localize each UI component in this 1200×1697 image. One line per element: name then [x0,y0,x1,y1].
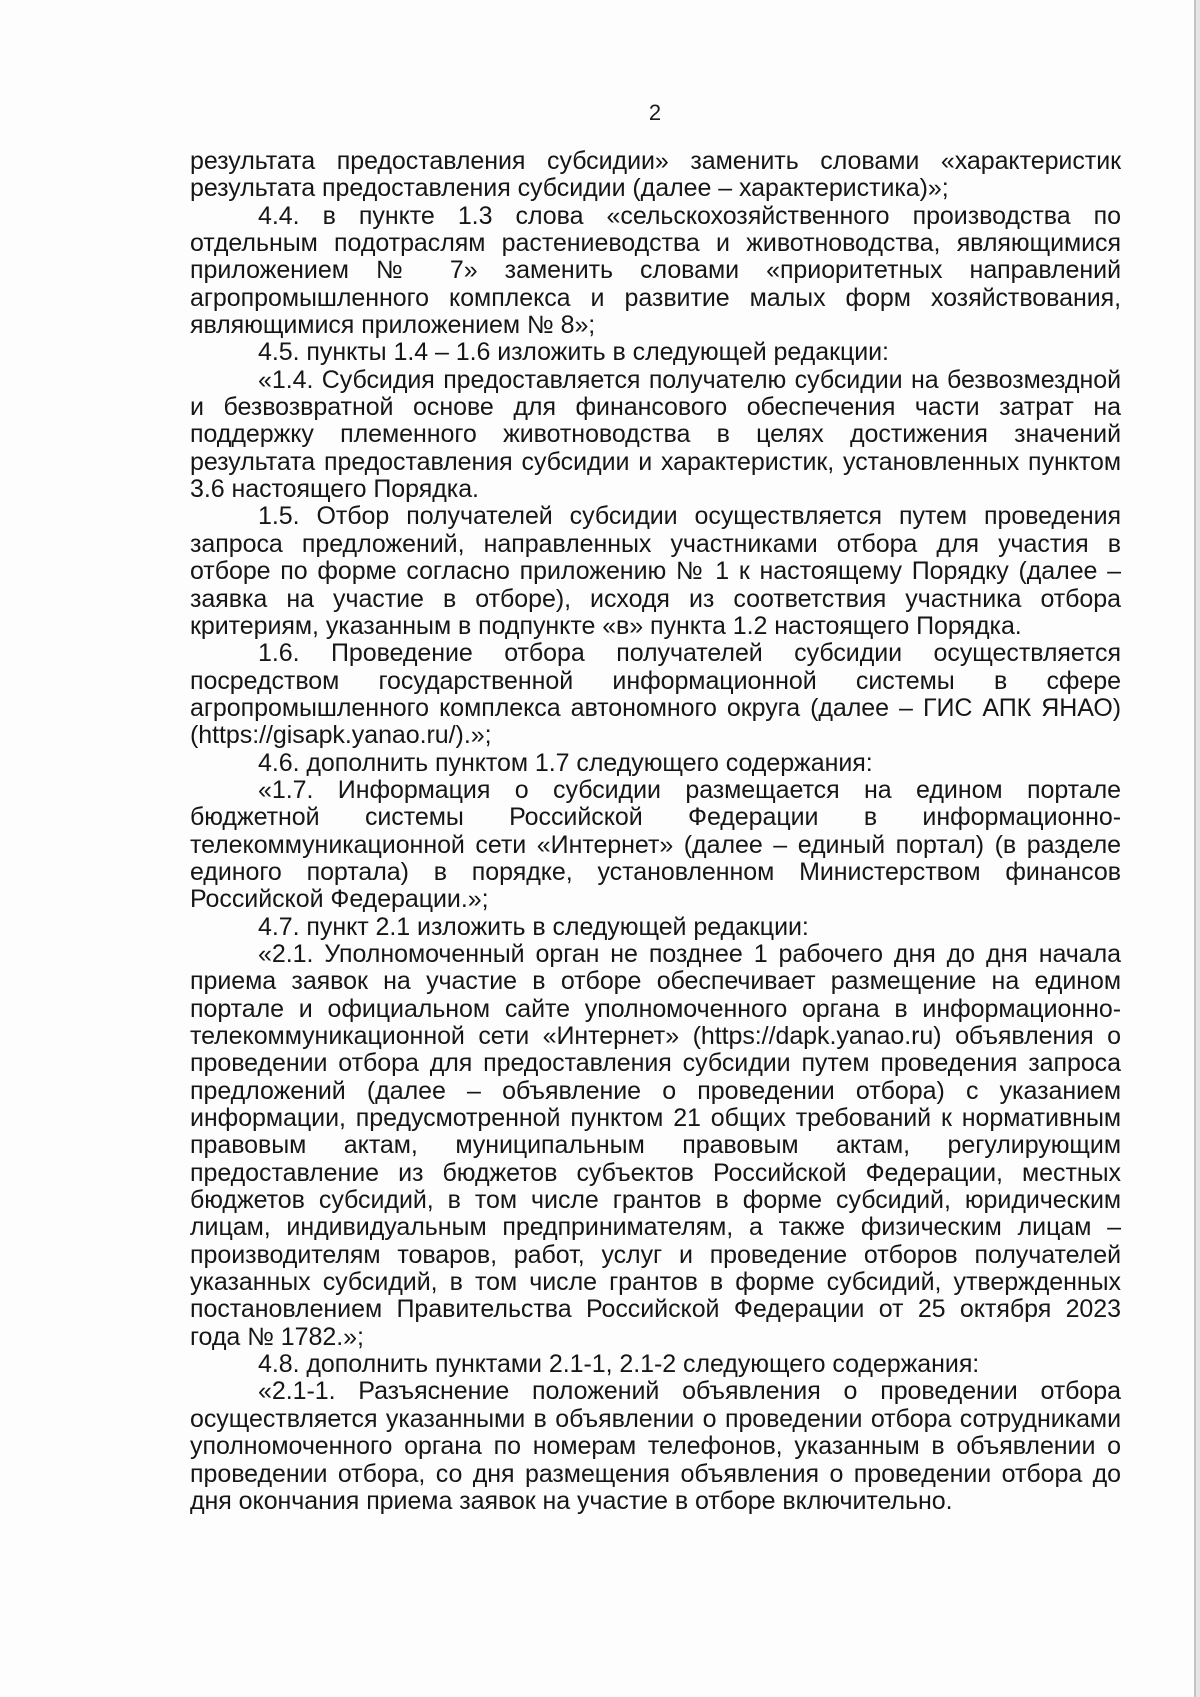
paragraph-1-4: «1.4. Субсидия предоставляется получателю субсидии на безвозмездной и безвозвратной основе для финансового обеспечения части затрат на поддержку племенного животноводства в целях достижения значений результата предоставления субсидии и характеристик, установленных пунктом 3.6 настоящего Порядка. [190,365,1121,504]
paragraph-4-7: 4.7. пункт 2.1 изложить в следующей редакции: [258,912,809,941]
paragraph-2-1-1: «2.1-1. Разъяснение положений объявления о проведении отбора осуществляется указанными в объявлении о проведении отбора сотрудниками уполномоченного органа по номерам телефонов, указанным в объявлении о проведении отбора, со дня размещения объявления о проведении отбора до дня окончания приема заявок на участие в отборе включительно. [190,1377,1121,1515]
paragraph-continuation: результата предоставления субсидии» заменить словами «характеристик результата предоставления субсидии (далее – характеристика)»; [190,147,1121,203]
paragraph-4-5: 4.5. пункты 1.4 – 1.6 изложить в следующей редакции: [258,338,889,367]
paragraph-2-1: «2.1. Уполномоченный орган не позднее 1 рабочего дня до дня начала приема заявок на участие в отборе обеспечивает размещение на едином портале и официальном сайте уполномоченного органа в информационно-телекоммуникационной сети «Интернет» (https://dapk.yanao.ru) объявления о проведении отбора для предоставления субсидии путем проведения запроса предложений (далее – объявление о проведении отбора) с указанием информации, предусмотренной пунктом 21 общих требований к нормативным правовым актам, муниципальным правовым актам, регулирующим предоставление из бюджетов субъектов Российской Федерации, местных бюджетов субсидий, в том числе грантов в форме субсидий, юридическим лицам, индивидуальным предпринимателям, а также физическим лицам – производителям товаров, работ, услуг и проведение отборов получателей указанных субсидий, в том числе грантов в форме субсидий, утвержденных постановлением Правительства Российской Федерации от 25 октября 2023 года № 1782.»; [190,939,1121,1351]
paragraph-4-4: 4.4. в пункте 1.3 слова «сельскохозяйственного производства по отдельным подотраслям растениеводства и животноводства, являющимися приложением № 7» заменить словами «приоритетных направлений агропромышленного комплекса и развитие малых форм хозяйствования, являющимися приложением № 8»; [190,201,1121,340]
paragraph-1-7: «1.7. Информация о субсидии размещается на едином портале бюджетной системы Российской Федерации в информационно-телекоммуникационной сети «Интернет» (далее – единый портал) (в разделе единого портала) в порядке, установленном Министерством финансов Российской Федерации.»; [190,775,1121,914]
document-body [190,148,1121,1515]
paragraph-1-6: 1.6. Проведение отбора получателей субсидии осуществляется посредством государственной информационной системы в сфере агропромышленного комплекса автономного округа (далее – ГИС АПК ЯНАО) (https://gisapk.yanao.ru/).»; [190,639,1121,750]
paragraph-4-6: 4.6. дополнить пунктом 1.7 следующего содержания: [258,748,873,777]
paragraph-4-8: 4.8. дополнить пунктами 2.1-1, 2.1-2 следующего содержания: [258,1350,980,1379]
page-number: 2 [648,100,662,125]
paragraph-1-5: 1.5. Отбор получателей субсидии осуществляется путем проведения запроса предложений, направленных участниками отбора для участия в отборе по форме согласно приложению № 1 к настоящему Порядку (далее – заявка на участие в отборе), исходя из соответствия участника отбора критериям, указанным в подпункте «в» пункта 1.2 настоящего Порядка. [190,502,1121,640]
